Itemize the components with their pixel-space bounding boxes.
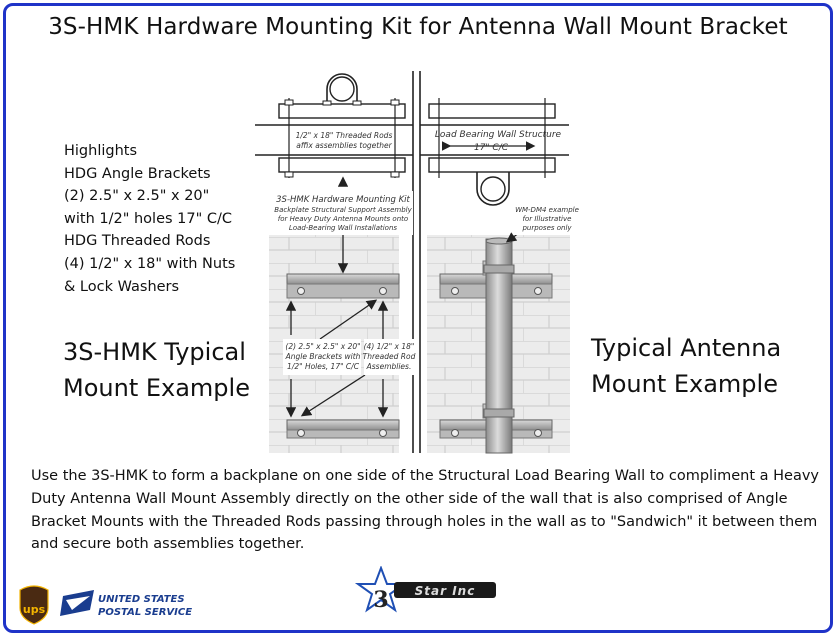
bracket-note-line: 1/2" Holes, 17" C/C	[287, 362, 359, 371]
star-inc-logo	[358, 568, 496, 613]
right-caption-line: Typical Antenna	[591, 334, 782, 362]
kit-note-line: Load-Bearing Wall Installations	[288, 224, 398, 232]
description-text: Use the 3S-HMK to form a backplane on one side of the Structural Load Bearing Wall to compliment a Heavy Duty Antenna Wall Mount Assembly directly on the other side of the wall that is also comprised of Angle Bracket Mounts with the Threaded Rods passing through holes in the wall as to "Sandwich" it between them and secure both assemblies together.	[31, 468, 820, 553]
highlight-item: & Lock Washers	[64, 278, 180, 295]
wmd-note-line: for Illustrative	[522, 215, 572, 223]
wmd-note-line: WM-DM4 example	[515, 206, 579, 214]
page-title: 3S-HMK Hardware Mounting Kit for Antenna Wall Mount Bracket	[48, 14, 788, 40]
rod-assembly-note-line: (4) 1/2" x 18"	[363, 342, 415, 351]
top-left-diagram	[255, 74, 413, 178]
highlight-item: HDG Threaded Rods	[64, 233, 211, 250]
rod-assembly-note-line: Threaded Rod	[362, 352, 416, 361]
left-top-angle-bracket	[287, 274, 399, 298]
usps-line-1: UNITED STATES	[98, 594, 185, 605]
ups-logo	[20, 586, 48, 624]
wmd-note-line: purposes only	[522, 224, 572, 232]
usps-logo	[60, 590, 192, 618]
left-caption-line: Mount Example	[63, 374, 250, 402]
highlight-item: (4) 1/2" x 18" with Nuts	[64, 255, 236, 272]
rods-note-line: affix assemblies together	[296, 141, 392, 150]
brand-name: Star Inc	[414, 584, 476, 598]
wall-structure-label: Load Bearing Wall Structure	[434, 130, 562, 140]
left-bottom-angle-bracket	[287, 420, 399, 438]
right-caption-line: Mount Example	[591, 370, 778, 398]
page-frame	[3, 3, 833, 633]
highlight-item: (2) 2.5" x 2.5" x 20"	[64, 188, 210, 205]
highlight-item: HDG Angle Brackets	[64, 165, 211, 182]
rod-assembly-note-line: Assemblies.	[366, 362, 412, 371]
rods-note-line: 1/2" x 18" Threaded Rods	[295, 131, 393, 140]
bracket-note-line: Angle Brackets with	[285, 352, 361, 361]
bracket-note-line: (2) 2.5" x 2.5" x 20"	[285, 342, 361, 351]
left-caption-line: 3S-HMK Typical	[63, 338, 246, 366]
brand-mark: 3	[373, 587, 389, 613]
mount-illustration	[3, 3, 833, 463]
logo-row	[6, 566, 830, 630]
highlight-item: with 1/2" holes 17" C/C	[64, 210, 233, 227]
highlights-heading: Highlights	[64, 143, 138, 159]
kit-note-line: Backplate Structural Support Assembly	[274, 206, 412, 214]
ups-logo-text: ups	[22, 603, 46, 616]
center-spacing-label: 17" C/C	[473, 143, 509, 153]
kit-note-line: for Heavy Duty Antenna Mounts onto	[277, 215, 409, 223]
kit-note-line: 3S-HMK Hardware Mounting Kit	[276, 195, 410, 205]
usps-line-2: POSTAL SERVICE	[98, 607, 193, 618]
